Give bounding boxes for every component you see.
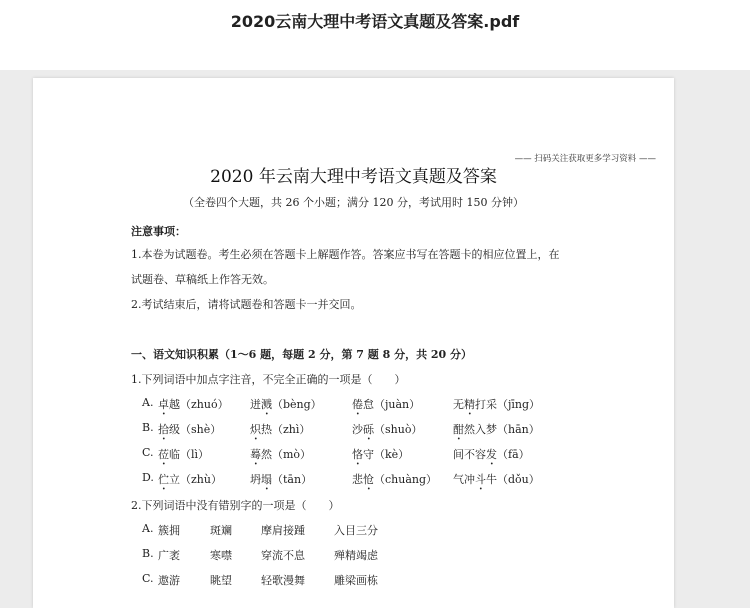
section-heading-1: 一、语文知识积累（1～6 题，每题 2 分，第 7 题 8 分，共 20 分） (131, 348, 473, 361)
option-term: 穿流不息 (261, 549, 305, 562)
term-text: （shuò） (374, 423, 423, 436)
notice-item-2: 2.考试结束后，请将试题卷和答题卡一并交回。 (131, 298, 362, 311)
term-text: 然（mò） (261, 448, 312, 461)
document-subtitle: （全卷四个大题，共 26 个小题；满分 120 分，考试用时 150 分钟） (183, 196, 524, 209)
question-1-stem: 1.下列词语中加点字注音，不完全正确的一项是（ ） (131, 373, 406, 386)
term-text: （tān） (272, 473, 313, 486)
dotted-character: 蓦 (250, 448, 261, 461)
option-term (250, 446, 311, 468)
option-term: 雕梁画栋 (334, 574, 378, 587)
dotted-character: 砾 (363, 423, 374, 436)
dotted-character: 伫 (158, 473, 169, 486)
dotted-character: 恪 (352, 448, 363, 461)
option-term (352, 471, 437, 493)
option-term (352, 446, 409, 468)
option-term (352, 421, 422, 443)
option-term (250, 421, 310, 443)
option-term (453, 396, 540, 418)
dotted-character: 倦 (352, 398, 363, 411)
option-term (250, 396, 322, 418)
option-label: A. (142, 396, 154, 409)
option-label: C. (142, 572, 154, 585)
dotted-character: 酣 (453, 423, 464, 436)
dotted-character: 莅 (158, 448, 169, 461)
option-term (158, 471, 222, 493)
term-text: （fā） (497, 448, 530, 461)
option-term (453, 471, 540, 493)
question-2-stem: 2.下列词语中没有错别字的一项是（ ） (131, 499, 340, 512)
option-term: 殚精竭虑 (334, 549, 378, 562)
term-text: 间不容 (453, 448, 486, 461)
option-term: 轻歌漫舞 (261, 574, 305, 587)
notice-item-1-cont: 试题卷、草稿纸上作答无效。 (131, 273, 274, 286)
term-text: 悲 (352, 473, 363, 486)
option-term (352, 396, 420, 418)
option-term: 眺望 (210, 574, 232, 587)
term-text: 无 (453, 398, 464, 411)
option-label: D. (142, 471, 154, 484)
term-text: 气冲 (453, 473, 475, 486)
option-term (250, 471, 312, 493)
option-label: A. (142, 522, 154, 535)
dotted-character: 塌 (261, 473, 272, 486)
option-label: C. (142, 446, 154, 459)
dotted-character: 拾 (158, 423, 169, 436)
promo-text: —— 扫码关注获取更多学习资料 —— (514, 154, 656, 164)
dotted-character: 卓 (158, 398, 169, 411)
option-term: 寒噤 (210, 549, 232, 562)
option-label: B. (142, 421, 154, 434)
term-text: 然入梦（hān） (464, 423, 540, 436)
option-term (158, 396, 229, 418)
dotted-character: 溅 (261, 398, 272, 411)
term-text: 级（shè） (169, 423, 222, 436)
document-page (33, 78, 674, 608)
term-text: 坍 (250, 473, 261, 486)
option-term (158, 421, 221, 443)
notice-heading: 注意事项： (131, 225, 186, 238)
term-text: （bèng） (272, 398, 322, 411)
option-label: B. (142, 547, 154, 560)
dotted-character: 斗 (475, 473, 486, 486)
option-term: 摩肩接踵 (261, 524, 305, 537)
term-text: 迸 (250, 398, 261, 411)
dotted-character: 炽 (250, 423, 261, 436)
notice-item-1: 1.本卷为试题卷。考生必须在答题卡上解题作答。答案应书写在答题卡的相应位置上，在 (131, 248, 560, 261)
term-text: 热（zhì） (261, 423, 311, 436)
term-text: 怠（juàn） (363, 398, 421, 411)
option-term: 入目三分 (334, 524, 378, 537)
term-text: 临（lì） (169, 448, 210, 461)
term-text: 打采（jīng） (475, 398, 541, 411)
option-term (453, 446, 530, 468)
dotted-character: 精 (464, 398, 475, 411)
term-text: 立（zhù） (169, 473, 222, 486)
term-text: 沙 (352, 423, 363, 436)
file-title: 2020云南大理中考语文真题及答案.pdf (230, 12, 520, 31)
option-term: 簇拥 (158, 524, 180, 537)
term-text: 守（kè） (363, 448, 410, 461)
option-term: 广袤 (158, 549, 180, 562)
option-term: 遨游 (158, 574, 180, 587)
term-text: 牛（dǒu） (486, 473, 540, 486)
dotted-character: 发 (486, 448, 497, 461)
term-text: （chuàng） (374, 473, 438, 486)
dotted-character: 怆 (363, 473, 374, 486)
option-term (453, 421, 540, 443)
option-term (158, 446, 209, 468)
term-text: 越（zhuó） (169, 398, 229, 411)
document-title: 2020 年云南大理中考语文真题及答案 (210, 167, 497, 187)
viewer-header (0, 0, 750, 70)
option-term: 斑斓 (210, 524, 232, 537)
